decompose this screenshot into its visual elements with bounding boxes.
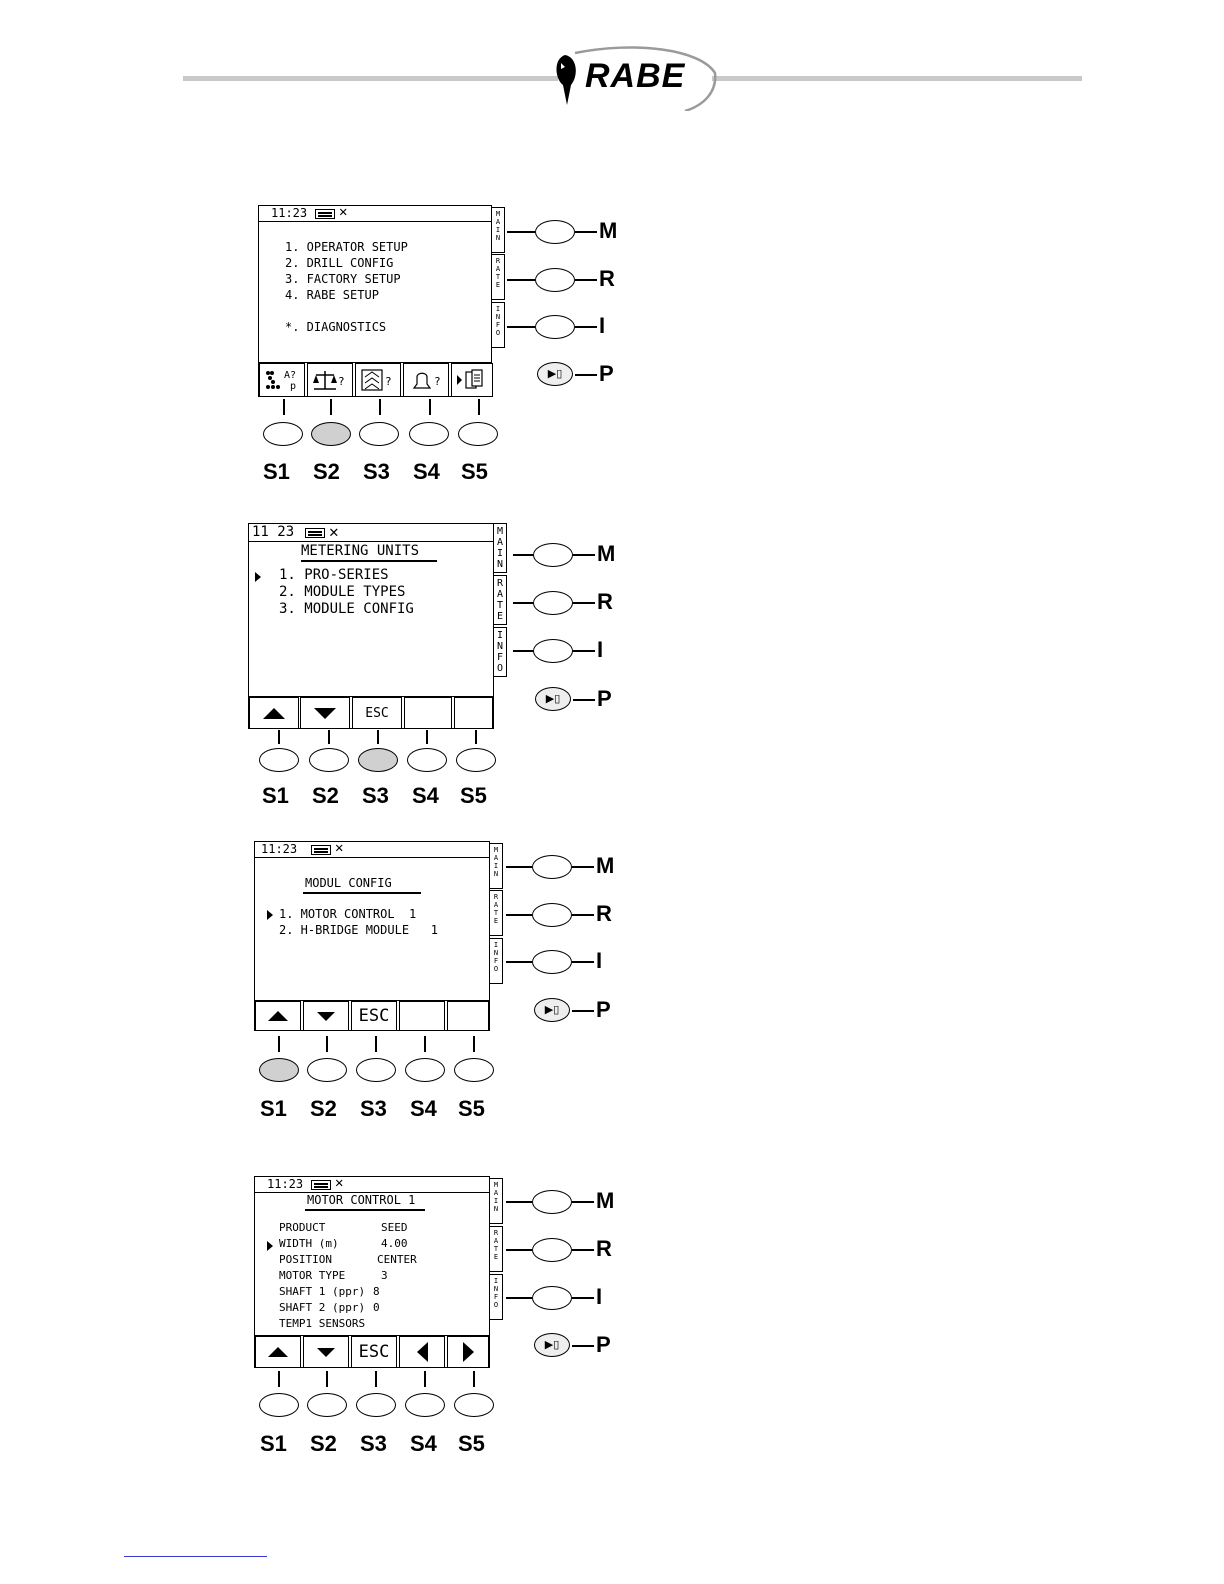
- tab-main[interactable]: [489, 843, 503, 889]
- softkey-left[interactable]: [399, 1336, 445, 1368]
- leader-line: [377, 730, 379, 744]
- softkey-down[interactable]: [300, 697, 350, 729]
- alarm-bell-icon: [406, 367, 446, 393]
- leader-line: [375, 1371, 377, 1387]
- setting-value: CENTER: [377, 1253, 417, 1266]
- key-s4[interactable]: [409, 422, 449, 446]
- key-s2[interactable]: [311, 422, 351, 446]
- leader-line: [572, 961, 594, 963]
- battery-icon: [305, 528, 325, 538]
- label-s1: S1: [260, 1431, 287, 1456]
- label-i: I: [599, 313, 606, 338]
- arrow-up-icon: [268, 1347, 288, 1357]
- softkey-bar: [259, 362, 491, 397]
- key-s2[interactable]: [309, 748, 349, 772]
- key-s1[interactable]: [263, 422, 303, 446]
- leader-line: [473, 1036, 475, 1052]
- leader-line: [572, 866, 594, 868]
- leader-line: [575, 231, 597, 233]
- key-i[interactable]: [533, 639, 573, 663]
- leader-line: [375, 1036, 377, 1052]
- leader-line: [278, 1371, 280, 1387]
- softkey-up[interactable]: [255, 1001, 301, 1031]
- arrow-down-icon: [317, 1348, 335, 1357]
- key-s5[interactable]: [456, 748, 496, 772]
- key-r[interactable]: [532, 903, 572, 927]
- label-r: R: [599, 266, 615, 291]
- tab-main[interactable]: [493, 523, 507, 573]
- leader-line: [330, 399, 332, 415]
- softkey-esc[interactable]: ESC: [352, 697, 402, 729]
- seed-product-icon: [262, 367, 302, 393]
- leader-line: [429, 399, 431, 415]
- key-m[interactable]: [533, 543, 573, 567]
- close-icon: ✕: [329, 522, 339, 541]
- tab-rate-label: RATE: [497, 578, 504, 622]
- key-s4[interactable]: [405, 1058, 445, 1082]
- leader-line: [506, 1297, 532, 1299]
- setting-label[interactable]: TEMP1 SENSORS: [279, 1317, 366, 1330]
- label-s1: S1: [260, 1096, 287, 1121]
- panel-motor-control: [252, 1173, 642, 1463]
- next-page-icon: [454, 367, 490, 393]
- panel-modul-config: [252, 838, 642, 1128]
- tab-main-label: MAIN: [495, 210, 501, 242]
- leader-line: [379, 399, 381, 415]
- key-s4[interactable]: [405, 1393, 445, 1417]
- leader-line: [573, 650, 595, 652]
- setting-value: 4.00: [381, 1237, 408, 1250]
- softkey-down[interactable]: [303, 1001, 349, 1031]
- leader-line: [507, 326, 535, 328]
- setting-label[interactable]: WIDTH (m): [279, 1237, 339, 1250]
- softkey-blank-4[interactable]: [404, 697, 452, 729]
- clock: 11:23: [267, 1177, 304, 1191]
- softkey-up[interactable]: [255, 1336, 301, 1368]
- status-bar: [259, 206, 491, 222]
- display-screen: [248, 523, 494, 729]
- leader-line: [283, 399, 285, 415]
- key-s4[interactable]: [407, 748, 447, 772]
- label-i: I: [596, 948, 603, 973]
- leader-line: [426, 730, 428, 744]
- leader-line: [506, 914, 532, 916]
- tab-info-label: INFO: [493, 941, 499, 973]
- key-s1[interactable]: [259, 1058, 299, 1082]
- battery-icon: [315, 209, 335, 219]
- label-i: I: [597, 637, 604, 662]
- label-s3: S3: [360, 1431, 387, 1456]
- svg-text:?: ?: [385, 375, 392, 388]
- key-r[interactable]: [535, 268, 575, 292]
- header-rule-right: [712, 76, 1082, 81]
- label-p: P: [596, 997, 611, 1022]
- key-s2[interactable]: [307, 1058, 347, 1082]
- panel-main-menu: [255, 202, 635, 492]
- clock: 11:23: [271, 206, 308, 220]
- label-s2: S2: [313, 459, 340, 484]
- leader-line: [506, 866, 532, 868]
- menu-item[interactable]: 1. PRO-SERIES: [279, 567, 389, 583]
- panel-metering-units: [248, 520, 638, 810]
- tab-info[interactable]: [489, 1274, 503, 1320]
- tab-info[interactable]: [491, 302, 505, 348]
- softkey-esc[interactable]: ESC: [351, 1001, 397, 1031]
- setting-label[interactable]: POSITION: [279, 1253, 332, 1266]
- setting-label[interactable]: SHAFT 2 (ppr): [279, 1301, 366, 1314]
- menu-item[interactable]: *. DIAGNOSTICS: [285, 320, 387, 334]
- tab-rate[interactable]: [493, 575, 507, 625]
- key-s3[interactable]: [359, 422, 399, 446]
- tab-rate[interactable]: [489, 1226, 503, 1272]
- leader-line: [424, 1371, 426, 1387]
- softkey-alarms[interactable]: [403, 363, 449, 397]
- tab-rate[interactable]: [489, 890, 503, 936]
- svg-text:p: p: [290, 381, 297, 392]
- setting-label[interactable]: PRODUCT: [279, 1221, 326, 1234]
- menu-item[interactable]: 2. MODULE TYPES: [279, 584, 406, 600]
- menu-item[interactable]: 2. DRILL CONFIG: [285, 256, 394, 270]
- softkey-calibration[interactable]: [307, 363, 353, 397]
- label-r: R: [596, 901, 612, 926]
- arrow-left-icon: [417, 1342, 428, 1362]
- leader-line: [573, 554, 595, 556]
- arrow-down-icon: [314, 708, 336, 719]
- tab-main-label: MAIN: [493, 846, 499, 878]
- selection-pointer: [255, 572, 261, 582]
- leader-line: [572, 1201, 594, 1203]
- softkey-esc[interactable]: ESC: [351, 1336, 397, 1368]
- softkey-seed-product[interactable]: [259, 363, 305, 397]
- header-rule-left: [183, 76, 558, 81]
- label-s5: S5: [460, 783, 487, 808]
- tab-rate[interactable]: [491, 254, 505, 300]
- label-m: M: [596, 853, 615, 878]
- softkey-next-page[interactable]: [451, 363, 493, 397]
- close-icon: ✕: [335, 1175, 344, 1191]
- selection-pointer: [267, 1241, 273, 1251]
- key-m[interactable]: [535, 220, 575, 244]
- label-s3: S3: [362, 783, 389, 808]
- key-i[interactable]: [532, 950, 572, 974]
- label-s1: S1: [262, 783, 289, 808]
- setting-value: 8: [373, 1285, 380, 1298]
- softkey-bar: [249, 696, 493, 729]
- screen-title: METERING UNITS: [301, 543, 420, 559]
- key-p[interactable]: ▶▯: [534, 998, 570, 1022]
- softkey-up[interactable]: [249, 697, 299, 729]
- label-s2: S2: [312, 783, 339, 808]
- key-s1[interactable]: [259, 748, 299, 772]
- tab-main-label: MAIN: [493, 1181, 499, 1213]
- title-underline: [301, 560, 437, 562]
- softkey-blank-4[interactable]: [399, 1001, 445, 1031]
- label-s5: S5: [458, 1096, 485, 1121]
- softkey-blank-5[interactable]: [454, 697, 493, 729]
- tab-main-label: MAIN: [497, 526, 504, 570]
- leader-line: [478, 399, 480, 415]
- arrow-up-icon: [268, 1011, 288, 1021]
- tab-main[interactable]: [489, 1178, 503, 1224]
- leader-line: [326, 1371, 328, 1387]
- leader-line: [573, 602, 595, 604]
- clock: 11:23: [261, 842, 298, 856]
- label-s2: S2: [310, 1431, 337, 1456]
- leader-line: [507, 279, 535, 281]
- key-i[interactable]: [535, 315, 575, 339]
- key-s3[interactable]: [356, 1058, 396, 1082]
- softkey-blank-5[interactable]: [447, 1001, 489, 1031]
- label-s1: S1: [263, 459, 290, 484]
- key-p[interactable]: ▶▯: [537, 362, 573, 386]
- footer-link-underline: [124, 1556, 267, 1557]
- menu-item[interactable]: 2. H-BRIDGE MODULE 1: [279, 923, 438, 937]
- tab-main[interactable]: [491, 207, 505, 253]
- softkey-bar: [255, 1000, 489, 1031]
- label-m: M: [596, 1188, 615, 1213]
- leader-line: [575, 374, 597, 376]
- softkey-metering[interactable]: [355, 363, 401, 397]
- key-s3[interactable]: [356, 1393, 396, 1417]
- label-s4: S4: [413, 459, 440, 484]
- tab-rate-label: RATE: [493, 1229, 499, 1261]
- key-r[interactable]: [533, 591, 573, 615]
- label-s5: S5: [458, 1431, 485, 1456]
- label-s3: S3: [363, 459, 390, 484]
- leader-line: [507, 231, 535, 233]
- tab-info-label: INFO: [493, 1277, 499, 1309]
- leader-line: [513, 650, 533, 652]
- leader-line: [513, 554, 533, 556]
- leader-line: [278, 730, 280, 744]
- status-bar: [255, 1177, 489, 1193]
- menu-item[interactable]: 3. FACTORY SETUP: [285, 272, 401, 286]
- leader-line: [506, 961, 532, 963]
- leader-line: [278, 1036, 280, 1052]
- key-s5[interactable]: [454, 1393, 494, 1417]
- leader-line: [475, 730, 477, 744]
- key-p[interactable]: ▶▯: [535, 687, 571, 711]
- label-r: R: [596, 1236, 612, 1261]
- setting-value: SEED: [381, 1221, 408, 1234]
- label-s4: S4: [412, 783, 439, 808]
- key-s5[interactable]: [454, 1058, 494, 1082]
- key-s3[interactable]: [358, 748, 398, 772]
- tab-rate-label: RATE: [493, 893, 499, 925]
- key-s1[interactable]: [259, 1393, 299, 1417]
- close-icon: ✕: [335, 840, 344, 856]
- label-m: M: [599, 218, 618, 243]
- label-s4: S4: [410, 1096, 437, 1121]
- arrow-up-icon: [263, 708, 285, 719]
- arrow-right-icon: [463, 1342, 474, 1362]
- menu-item[interactable]: 1. OPERATOR SETUP: [285, 240, 408, 254]
- battery-icon: [311, 845, 331, 855]
- tab-info-label: INFO: [495, 305, 501, 337]
- label-s3: S3: [360, 1096, 387, 1121]
- display-screen: [258, 205, 492, 397]
- menu-item[interactable]: 1. MOTOR CONTROL 1: [279, 907, 417, 921]
- label-s5: S5: [461, 459, 488, 484]
- leader-line: [575, 326, 597, 328]
- tab-rate-label: RATE: [495, 257, 501, 289]
- label-m: M: [597, 541, 616, 566]
- key-i[interactable]: [532, 1286, 572, 1310]
- screen-title: MODUL CONFIG: [305, 876, 392, 890]
- svg-text:?: ?: [338, 375, 345, 388]
- tab-info[interactable]: [493, 627, 507, 677]
- logo-wordmark: RABE: [585, 57, 686, 95]
- setting-label[interactable]: MOTOR TYPE: [279, 1269, 346, 1282]
- label-p: P: [599, 361, 614, 386]
- leader-line: [572, 1345, 594, 1347]
- battery-icon: [311, 1180, 331, 1190]
- label-s2: S2: [310, 1096, 337, 1121]
- leader-line: [328, 730, 330, 744]
- status-bar: [249, 524, 493, 542]
- label-p: P: [597, 686, 612, 711]
- display-screen: [254, 1176, 490, 1368]
- leader-line: [572, 1249, 594, 1251]
- selection-pointer: [267, 910, 273, 920]
- setting-label[interactable]: SHAFT 1 (ppr): [279, 1285, 366, 1298]
- leader-line: [572, 914, 594, 916]
- close-icon: ✕: [339, 204, 348, 220]
- leader-line: [473, 1371, 475, 1387]
- arrow-down-icon: [317, 1012, 335, 1021]
- leader-line: [326, 1036, 328, 1052]
- metering-icon: [358, 367, 398, 393]
- status-bar: [255, 842, 489, 858]
- key-r[interactable]: [532, 1238, 572, 1262]
- menu-item[interactable]: 4. RABE SETUP: [285, 288, 379, 302]
- softkey-down[interactable]: [303, 1336, 349, 1368]
- leader-line: [506, 1201, 532, 1203]
- display-screen: [254, 841, 490, 1031]
- setting-value: 3: [381, 1269, 388, 1282]
- setting-value: 0: [373, 1301, 380, 1314]
- leader-line: [513, 602, 533, 604]
- menu-item[interactable]: 3. MODULE CONFIG: [279, 601, 414, 617]
- clock: 11 23: [252, 524, 295, 540]
- softkey-right[interactable]: [447, 1336, 489, 1368]
- softkey-bar: [255, 1335, 489, 1368]
- key-m[interactable]: [532, 1190, 572, 1214]
- svg-text:A?: A?: [284, 370, 297, 381]
- rabe-logo: [545, 45, 720, 111]
- leader-line: [572, 1010, 594, 1012]
- label-s4: S4: [410, 1431, 437, 1456]
- key-p[interactable]: ▶▯: [534, 1333, 570, 1357]
- title-underline: [305, 1209, 425, 1211]
- screen-title: MOTOR CONTROL 1: [307, 1193, 416, 1207]
- key-s2[interactable]: [307, 1393, 347, 1417]
- svg-text:?: ?: [434, 375, 441, 388]
- label-r: R: [597, 589, 613, 614]
- leader-line: [424, 1036, 426, 1052]
- scale-calibration-icon: [310, 367, 350, 393]
- leader-line: [506, 1249, 532, 1251]
- leader-line: [573, 699, 595, 701]
- key-s5[interactable]: [458, 422, 498, 446]
- key-m[interactable]: [532, 855, 572, 879]
- leader-line: [575, 279, 597, 281]
- tab-info-label: INFO: [497, 630, 504, 674]
- label-p: P: [596, 1332, 611, 1357]
- label-i: I: [596, 1284, 603, 1309]
- tab-info[interactable]: [489, 938, 503, 984]
- title-underline: [303, 892, 421, 894]
- leader-line: [572, 1297, 594, 1299]
